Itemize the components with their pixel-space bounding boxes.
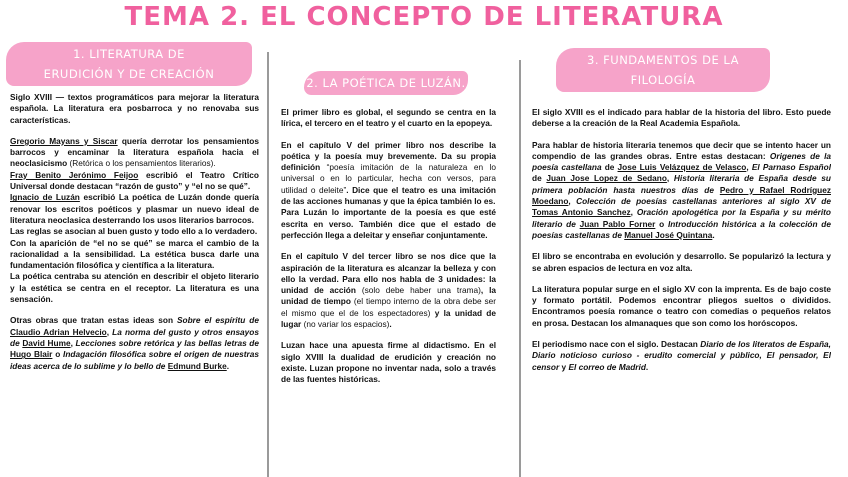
paragraph: La literatura popular surge en el siglo XV con la imprenta. Es de bajo coste y formato portátil. Podemos encontrar pliegos sueltos o divididos. Encontramos poesía romance o teatro con comedias o pequeños relatos en prosa. Destacan los almanaques que son como los horóscopos. <box>532 283 831 328</box>
paragraph: Para Luzán lo importante de la poesía es que esté escrita en verso. También dice que el estado de perfección llega a deleitar y enseñar conjuntamente. <box>281 207 496 240</box>
author-name: David Hume <box>22 337 71 348</box>
text-run: . Dice que el teatro es una imitación de las acciones humanas y que la épica también lo es. <box>281 184 496 207</box>
column-divider-left <box>267 52 269 477</box>
paragraph <box>532 140 831 242</box>
text-run: Para hablar de historia literaria tenemos que decir que se intento hacer un compendio de las grandes obras. Entre estas destacan: <box>532 139 831 161</box>
paragraph: La poética centraba su atención en describir el objeto literario y la estética se centra en el receptor. La literatura es una sensación. <box>10 271 259 305</box>
page-title: TEMA 2. EL CONCEPTO DE LITERATURA <box>124 2 724 32</box>
paragraph: El libro se encontraba en evolución y desarrollo. Se popularizó la lectura y se abren espacios de lectura en voz alta. <box>532 251 831 273</box>
text-run: En el capítulo V del primer libro nos describe la poética y la poesía muy brevemente. Da su propia definición <box>281 139 496 173</box>
work-title: Historia literaria de España desde su primera población hasta nuestros días de <box>532 173 831 195</box>
text-run: o <box>52 349 64 360</box>
author-name: Edmund Burke <box>167 360 227 371</box>
text-run: y <box>559 361 569 372</box>
work-title: Introducción histórica a la colección de poesías castellanas de <box>532 218 831 240</box>
text-run: , <box>630 207 637 218</box>
text-run: escribió el Teatro Crítico Universal donde destacan “razón de gusto” y “el no se qué”. <box>10 169 259 192</box>
paragraph: Luzan hace una apuesta firme al didactismo. En el siglo XVIII la dualidad de erudición y creación no existe. Luzan propone no inventar nada, solo a través de las fuentes históricas. <box>281 340 496 385</box>
work-title: Indagación filosófica sobre el origen de nuestras ideas acerca de lo sublime y lo bello de <box>10 349 259 371</box>
text-run: (el tiempo interno de la obra debe ser el mismo que el de los espectadores) <box>281 296 496 318</box>
column-divider-right <box>519 60 521 477</box>
paragraph <box>281 251 496 330</box>
text-run: o <box>655 218 668 229</box>
text-run: , la unidad de tiempo <box>281 285 496 307</box>
paragraph: Las reglas se asocian al buen gusto y todo ello a lo verdadero. <box>10 226 258 237</box>
text-run: y la unidad de lugar <box>281 307 496 330</box>
work-title: Colección de poesías castellanas anteriores al siglo XV de <box>576 196 831 207</box>
paragraph <box>10 315 259 371</box>
column-poetica <box>281 107 496 477</box>
paragraph: El primer libro es global, el segundo se centra en la lírica, el tercero en el teatro y el cuarto en la epopeya. <box>281 107 496 129</box>
paragraph <box>10 170 259 193</box>
text-run: de <box>601 162 618 173</box>
text-run: , <box>568 196 577 207</box>
text-run: (no variar los espacios) <box>303 319 390 330</box>
paragraph: Siglo XVIII — textos programáticos para mejorar la literatura española. La literatura era posbarroca y no renovaba sus características. <box>10 92 259 125</box>
work-title: Origenes de la poesía castellana <box>532 150 831 173</box>
section-2-title: 2. LA POÉTICA DE LUZÁN. <box>306 76 466 90</box>
text-run: Otras obras que tratan estas ideas son <box>10 315 178 326</box>
author-name: Claudio Adrian Helvecio <box>10 326 107 337</box>
text-run: En el capítulo V del tercer libro se nos dice que la aspiración de la literatura es alcanzar la belleza y con ello la verdad. Para ello nos habla de 3 unidades: la unidad de acción <box>281 251 496 296</box>
paragraph <box>532 339 831 373</box>
quote: “poesía imitación de la naturaleza en lo universal o en lo particular, hecha con versos, para utilidad o deleite” <box>281 162 496 195</box>
text-run: . <box>712 229 715 240</box>
section-1-title-line1: 1. LITERATURA DE <box>73 47 185 61</box>
text-run: de <box>532 173 547 184</box>
section-1-title-line2: ERUDICIÓN Y DE CREACIÓN <box>43 67 215 81</box>
text-run: , <box>746 162 752 173</box>
work-title: Diario de los literatos de España, Diario noticioso curioso - erudito comercial y público, El pensador, El censor <box>532 339 831 372</box>
paragraph: Con la aparición de “el no se qué” se marca el cambio de la racionalidad a la sensibilidad. La estética busca darle una fundamentación filosófica y científica a la literatura. <box>10 237 259 271</box>
author-name: Hugo Blair <box>10 349 53 360</box>
section-3-title-line2: Y LA LITERATURA ESPAÑOLA <box>575 93 751 107</box>
section-3-title-line1: 3. FUNDAMENTOS DE LA FILOLOGÍA <box>587 53 739 87</box>
author-name: Fray Benito Jerónimo Feijoo <box>10 169 139 180</box>
paragraph <box>10 192 259 226</box>
text-run: quería derrotar los pensamientos barrocos y encaminar la literatura española hacia el neoclasicismo <box>10 135 259 169</box>
column-filologia <box>532 107 831 477</box>
section-3-banner <box>556 48 770 107</box>
text-run: , <box>70 337 76 348</box>
author-name: Gregorio Mayans y Siscar <box>10 135 118 146</box>
text-run: , <box>666 173 674 184</box>
author-name: Manuel José Quintana <box>624 229 713 240</box>
work-title: Lecciones sobre retórica y las bellas letras de <box>75 337 259 348</box>
section-2-banner <box>304 71 468 95</box>
text-run: escribió La poética de Luzán donde quería renovar los escritos poéticos y plasmar un nuevo ideal de literatura neoclasica desterrando los usos literarios barrocos. <box>10 192 259 225</box>
work-title: El correo de Madrid <box>568 361 646 372</box>
text-run: (Retórica o los pensamientos literarios). <box>69 158 216 169</box>
author-name: Juan Pablo Forner <box>579 218 656 229</box>
author-name: Juan Jose Lopez de Sedano <box>546 173 667 184</box>
text-run: . <box>389 319 392 330</box>
text-run: El periodismo nace con el siglo. Destacan <box>532 339 701 350</box>
paragraph: El siglo XVIII es el indicado para hablar de la historia del libro. Esto puede deberse a la creación de la Real Academia Española. <box>532 107 831 129</box>
work-title: La norma del gusto y otros ensayos de <box>10 326 259 348</box>
work-title: Oración apologética por la España y su mérito literario de <box>532 207 831 229</box>
work-title: El Parnaso Español <box>751 162 831 173</box>
section-1-banner <box>6 42 252 86</box>
text-run: . <box>645 361 649 372</box>
work-title: Sobre el espíritu de <box>177 315 259 326</box>
text-run: , <box>106 326 113 337</box>
author-name: Tomas Antonio Sanchez <box>532 207 631 218</box>
author-name: Pedro y Rafael Rodríguez Moedano <box>532 184 831 207</box>
text-run: (solo debe haber una trama) <box>361 285 481 296</box>
column-erudicion <box>10 92 259 477</box>
text-run: . <box>226 360 230 371</box>
author-name: Ignacio de Luzán <box>10 192 80 203</box>
paragraph <box>281 140 496 208</box>
author-name: Jose Luis Velázquez de Velasco <box>617 162 747 173</box>
paragraph <box>10 136 259 170</box>
